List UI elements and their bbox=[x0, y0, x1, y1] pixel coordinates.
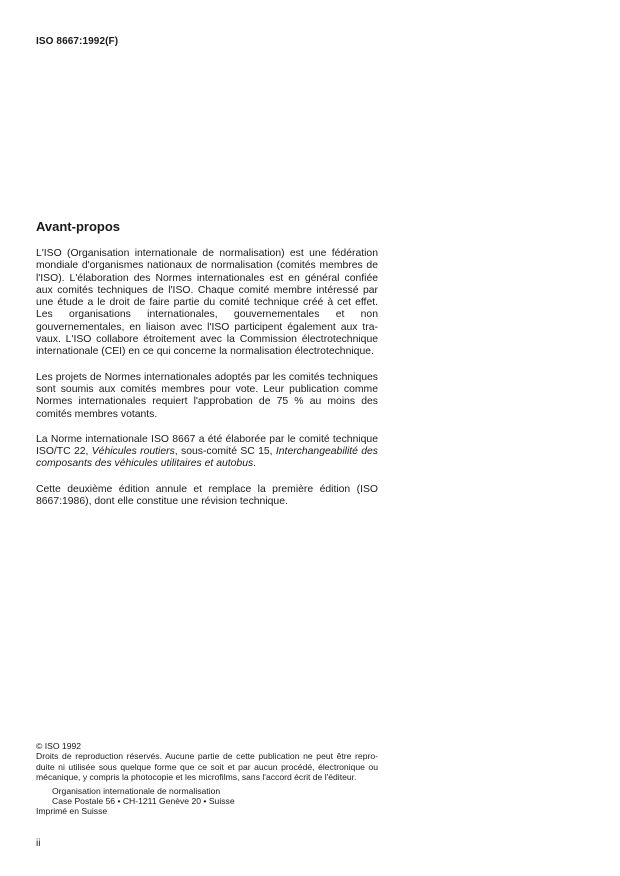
printed-in: Imprimé en Suisse bbox=[36, 806, 108, 817]
paragraph-2: Les projets de Normes internationales adoptés par les comités techniques sont soumis aux comités membres pour vote. Leur publication comme Normes internationales requiert l'approbation de 75 % au moins des comités membres votants. bbox=[36, 371, 378, 420]
copyright-notice: © ISO 1992 bbox=[36, 741, 82, 751]
paragraph-4: Cette deuxième édition annule et remplace la première édition (ISO 8667:1986), dont elle constitue une révision technique. bbox=[36, 483, 378, 508]
paragraph-1: L'ISO (Organisation internationale de normalisation) est une fédération mondiale d'organismes nationaux de normalisation (comités membres de l'ISO). L'élaboration des Normes internationales est en général confiée aux comités techniques de l'ISO. Chaque comité membre intéressé par une étude a le droit de faire partie du comité technique créé à cet effet. Les organisations internationales, gouvernementales et non gouvernementales, en liaison avec l'ISO participent également aux travaux. L'ISO collabore étroitement avec la Commission électrotechnique internationale (CEI) en ce qui concerne la normalisation électrotechnique. bbox=[36, 248, 378, 358]
organisation-address: Case Postale 56 • CH-1211 Genève 20 • Suisse bbox=[52, 796, 235, 807]
paragraph-3-text-after: . bbox=[253, 458, 257, 470]
paragraph-3-italic-interchangeability: Interchangeabilité des composants des véhicules utilitaires et autobus bbox=[36, 446, 379, 470]
paragraph-3 bbox=[36, 434, 378, 471]
reproduction-rights: Droits de reproduction réservés. Aucune partie de cette publication ne peut être reproduite ni utilisée sous quelque forme que ce soit et par aucun procédé, électronique ou mécanique, y compris la photocopie et les microfilms, sans l'accord écrit de l'éditeur. bbox=[36, 751, 378, 783]
paragraph-3-text-middle: , sous-comité SC 15, bbox=[174, 446, 276, 458]
foreword-body bbox=[36, 248, 378, 521]
copyright-block bbox=[36, 741, 378, 817]
page-number: ii bbox=[36, 838, 41, 849]
organisation-name: Organisation internationale de normalisation bbox=[52, 785, 221, 796]
document-id-header: ISO 8667:1992(F) bbox=[36, 36, 119, 47]
section-title: Avant-propos bbox=[36, 219, 121, 234]
paragraph-3-text-before: La Norme internationale ISO 8667 a été élaborée par le comité technique ISO/TC 22, bbox=[36, 433, 378, 458]
paragraph-3-italic-vehicles: Véhicules routiers bbox=[91, 446, 175, 458]
